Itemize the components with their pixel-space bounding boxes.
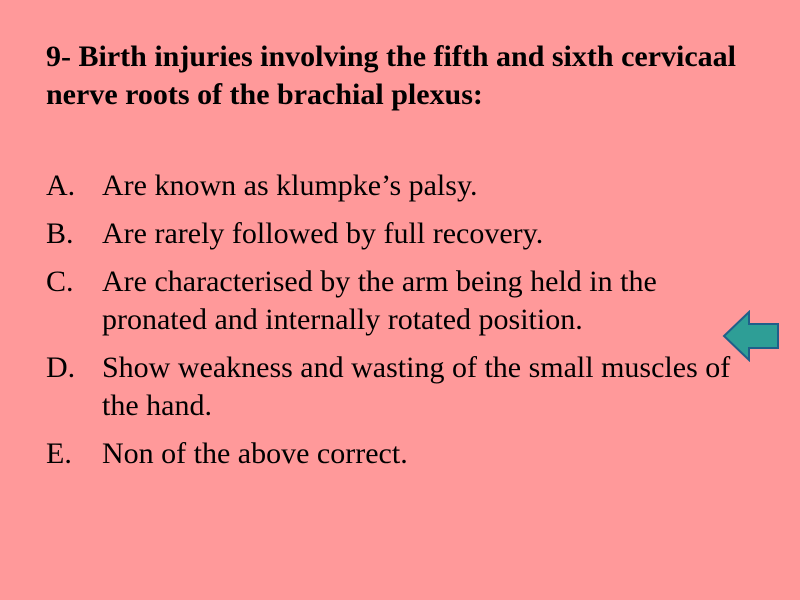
answer-option-d: [46, 349, 746, 425]
question-text: 9- Birth injuries involving the fifth and sixth cervicaal nerve roots of the brachial plexus:: [46, 40, 736, 111]
option-text: Show weakness and wasting of the small muscles of the hand.: [102, 351, 731, 422]
answer-option-a: [46, 167, 746, 205]
answer-option-e: [46, 435, 746, 473]
option-text: Non of the above correct.: [102, 437, 408, 470]
option-letter: E.: [46, 437, 72, 470]
option-text: Are known as klumpke’s palsy.: [102, 169, 478, 202]
option-letter: A.: [46, 169, 76, 202]
option-text: Are rarely followed by full recovery.: [102, 217, 544, 250]
option-text: Are characterised by the arm being held in the pronated and internally rotated position.: [102, 265, 657, 336]
option-letter: C.: [46, 265, 74, 298]
left-arrow-icon: [722, 310, 780, 362]
left-arrow-shape: [724, 312, 778, 360]
answer-option-c: [46, 263, 746, 339]
answer-options-list: [46, 167, 746, 483]
option-letter: B.: [46, 217, 74, 250]
option-letter: D.: [46, 351, 76, 384]
answer-option-b: [46, 215, 746, 253]
